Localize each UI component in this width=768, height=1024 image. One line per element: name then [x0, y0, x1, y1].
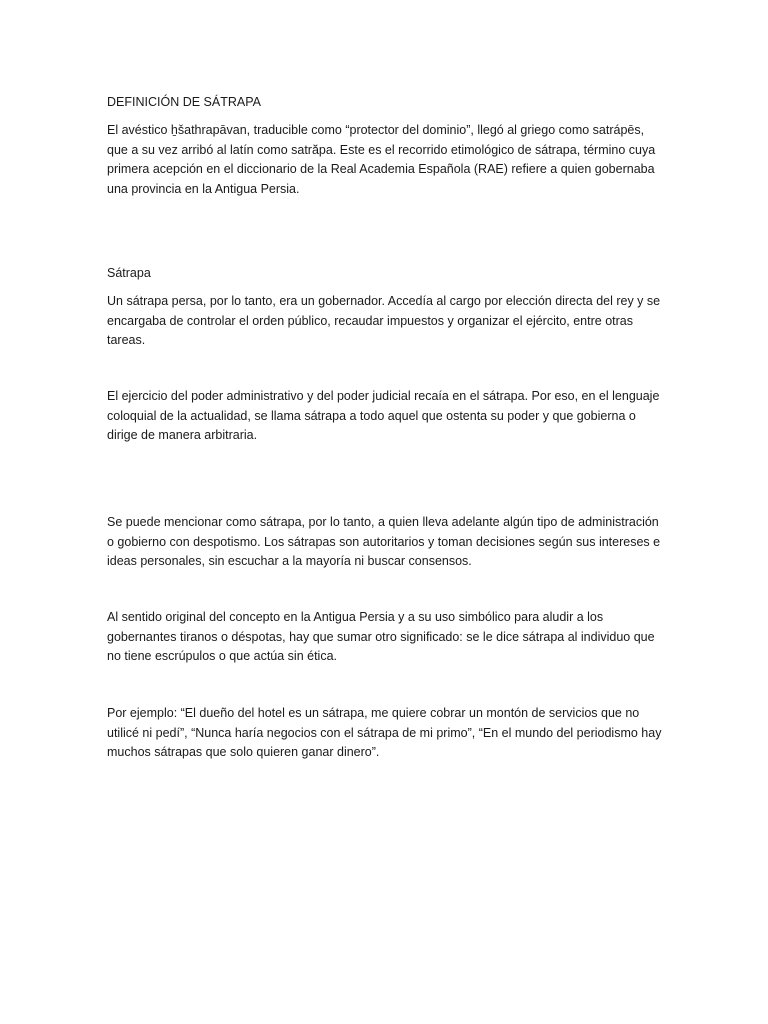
document-title: DEFINICIÓN DE SÁTRAPA [107, 95, 261, 109]
paragraph-examples: Por ejemplo: “El dueño del hotel es un sátrapa, me quiere cobrar un montón de servicios que no utilicé ni pedí”, “Nunca haría negocios con el sátrapa de mi primo”, “En el mundo del periodismo hay muchos sátrapas que solo quieren ganar dinero”. [107, 706, 662, 759]
paragraph-other-meaning: Al sentido original del concepto en la Antigua Persia y a su uso simbólico para aludir a los gobernantes tiranos o déspotas, hay que sumar otro significado: se le dice sátrapa al individuo que no tiene escrúpulos o que actúa sin ética. [107, 610, 655, 663]
paragraph-etymology: El avéstico ẖšathrapāvan, traducible como “protector del dominio”, llegó al griego como satrápēs, que a su vez arribó al latín como satrăpa. Este es el recorrido etimológico de sátrapa, término cuya primera acepción en el diccionario de la Real Academia Española (RAE) refiere a quien gobernaba una provincia en la Antigua Persia. [107, 123, 656, 196]
paragraph-despotism: Se puede mencionar como sátrapa, por lo tanto, a quien lleva adelante algún tipo de administración o gobierno con despotismo. Los sátrapas son autoritarios y toman decisiones según sus intereses e ideas personales, sin escuchar a la mayoría ni buscar consensos. [107, 515, 661, 568]
paragraph-governor: Un sátrapa persa, por lo tanto, era un gobernador. Accedía al cargo por elección directa del rey y se encargaba de controlar el orden público, recaudar impuestos y organizar el ejército, entre otras tareas. [107, 294, 661, 347]
subheading: Sátrapa [107, 266, 151, 280]
paragraph-power: El ejercicio del poder administrativo y del poder judicial recaía en el sátrapa. Por eso, en el lenguaje coloquial de la actualidad, se llama sátrapa a todo aquel que ostenta su poder y que gobierna o dirige de manera arbitraria. [107, 389, 660, 442]
